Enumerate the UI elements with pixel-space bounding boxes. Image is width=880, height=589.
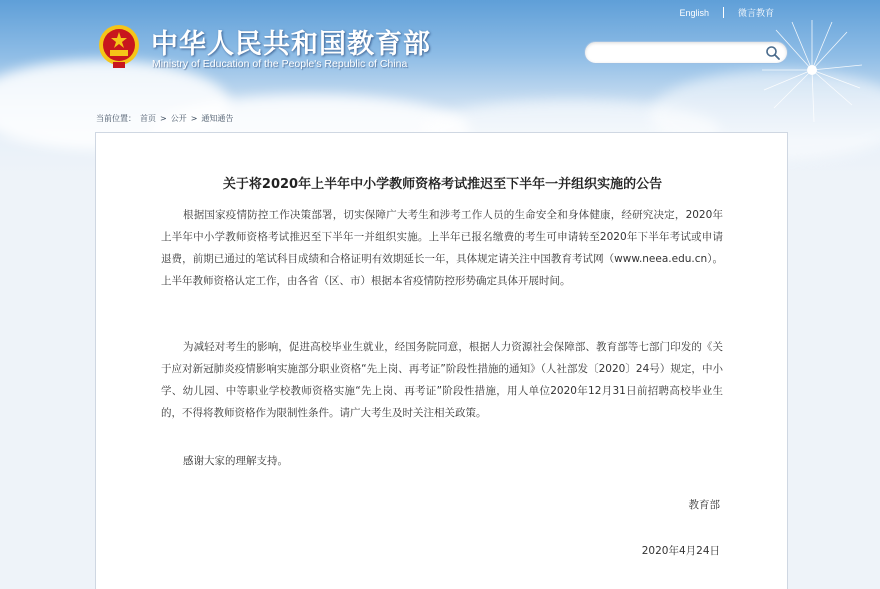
search-input[interactable] xyxy=(595,45,755,61)
breadcrumb-notices[interactable]: 通知通告 xyxy=(201,114,234,123)
search-box xyxy=(584,41,788,64)
divider xyxy=(723,7,724,18)
breadcrumb-separator: > xyxy=(160,114,167,123)
national-emblem-icon xyxy=(98,24,140,70)
article-title: 关于将2020年上半年中小学教师资格考试推迟至下半年一并组织实施的公告 xyxy=(222,177,663,192)
site-subtitle: Ministry of Education of the People's Republic of China xyxy=(152,58,408,70)
article-signature: 教育部 xyxy=(688,499,720,511)
breadcrumb xyxy=(96,113,233,124)
top-links xyxy=(679,6,774,19)
breadcrumb-home[interactable]: 首页 xyxy=(140,114,156,123)
article-date: 2020年4月24日 xyxy=(641,545,720,557)
article-paragraph: 感谢大家的理解支持。 xyxy=(183,455,288,467)
english-link[interactable]: English xyxy=(679,7,709,18)
search-icon[interactable] xyxy=(765,45,781,61)
article-paragraph: 为减轻对考生的影响，促进高校毕业生就业，经国务院同意，根据人力资源社会保障部、教育部等七部门印发的《关于应对新冠肺炎疫情影响实施部分职业资格“先上岗、再考证”阶段性措施的通知》（人社部发〔2020〕24号）规定，中小学、幼儿园、中等职业学校教师资格实施“先上岗、再考证”阶段性措施，用人单位2020年12月31日前招聘高校毕业生的，不得将教师资格作为限制性条件。请广大考生及时关注相关政策。 xyxy=(161,341,723,419)
weiyan-jiaoyu-link[interactable]: 微言教育 xyxy=(737,8,774,18)
breadcrumb-public[interactable]: 公开 xyxy=(170,114,187,123)
dandelion-decoration xyxy=(752,10,872,130)
site-title: 中华人民共和国教育部 xyxy=(151,29,431,60)
breadcrumb-separator: > xyxy=(190,114,198,123)
article-panel xyxy=(95,132,788,589)
article-paragraph: 根据国家疫情防控工作决策部署，切实保障广大考生和涉考工作人员的生命安全和身体健康，经研究决定，2020年上半年中小学教师资格考试推迟至下半年一并组织实施。上半年已报名缴费的考生可申请转至2020年下半年考试或申请退费，前期已通过的笔试科目成绩和合格证明有效期延长一年，具体规定请关注中国教育考试网（www.neea.edu.cn）。上半年教师资格认定工作，由各省（区、市）根据本省疫情防控形势确定具体开展时间。 xyxy=(161,209,723,287)
breadcrumb-prefix: 当前位置： xyxy=(96,114,136,123)
